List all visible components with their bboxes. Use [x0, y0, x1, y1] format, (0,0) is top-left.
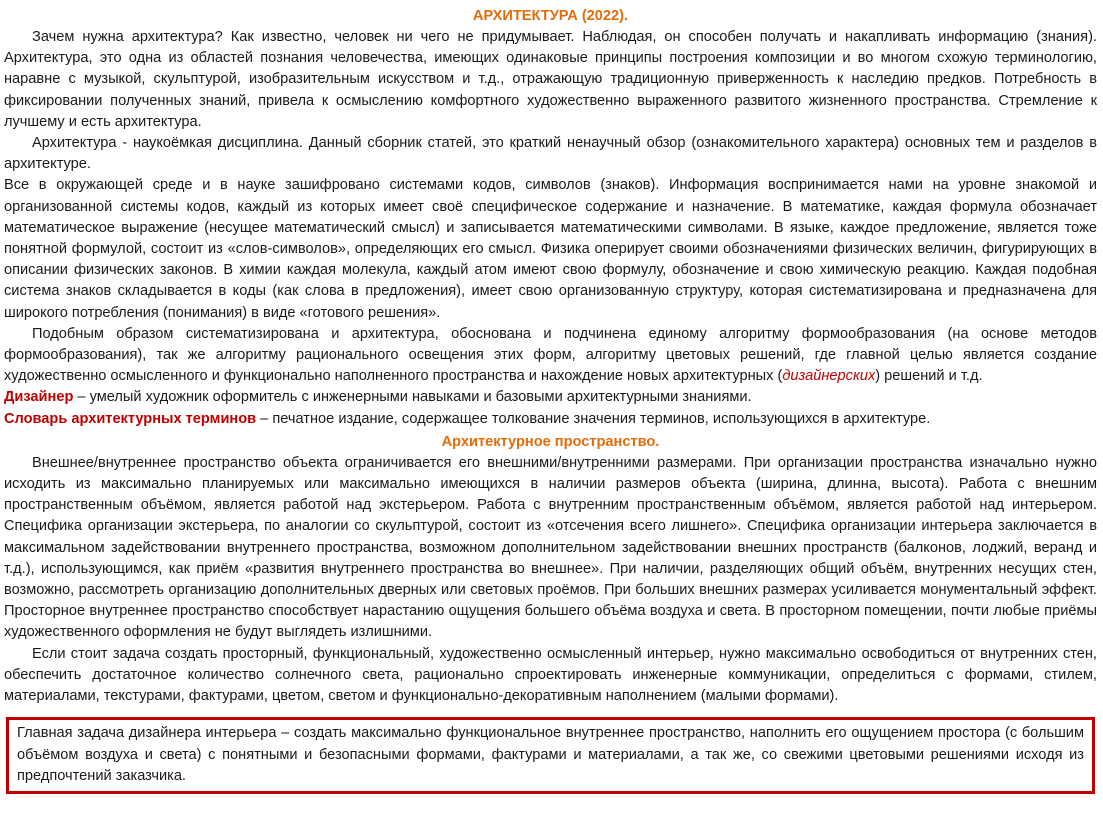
methods-paragraph [4, 324, 1097, 388]
definition-text: – умелый художник оформитель с инженерными навыками и базовыми архитектурными знаниями. [73, 389, 752, 406]
methods-highlight: дизайнерских [782, 368, 876, 385]
methods-text-before: Подобным образом систематизирована и архитектура, обоснована и подчинена единому алгоритму формообразования (на основе методов формообразования), так же алгоритму рационального освещения этих форм, алгоритму цветовых решений, где главной целью является создание художественно осмысленного и функционально наполненного пространства и нахождение новых архитектурных ( [4, 325, 1097, 385]
intro-paragraph-1: Зачем нужна архитектура? Как известно, человек ни чего не придумывает. Наблюдая, он способен получать и накапливать информацию (знания). Архитектура, это одна из областей познания человечества, имеющих одинаковые принципы построения композиции и во многом схожую терминологию, наравне с музыкой, скульптурой, изобразительным искусством и т.д., отражающую традиционную приверженность к наследию предков. Потребность в фиксировании полученных знаний, привела к осмыслению комфортного художественно выраженного развитого жизненного пространства. Стремление к лучшему и есть архитектура. [4, 29, 1097, 130]
methods-text-after: ) решений и т.д. [875, 368, 983, 385]
section-title: Архитектурное пространство. [441, 433, 660, 450]
definition-dictionary [4, 409, 1097, 430]
section-paragraph-1: Внешнее/внутреннее пространство объекта ограничивается его внешними/внутренними размерами. При организации пространства изначально нужно исходить из максимально планируемых или максимально имеющихся в наличии размеров объекта (ширина, длинна, высота). Работа с внешним пространственным объёмом, является работой над экстерьером. Работа с внутренним пространственным объёмом, является работой над интерьером. Специфика организации экстерьера, по аналогии со скульптурой, состоит из «отсечения всего лишнего». Специфика организации интерьера заключается в максимальном задействовании внутреннего пространства, возможном дополнительном задействовании внешних пространств (балконов, лоджий, веранд и т.д.), использующимся, как приём «развития внутреннего пространства во внешнее». При наличии, разделяющих общий объём, внутренних несущих стен, возможно, рассмотреть организацию дополнительных дверных или световых проёмов. При больших внешних размерах усиливается монументальный эффект. Просторное внутреннее пространство способствует нарастанию ощущения большего объёма воздуха и света. В просторном помещении, почти любые приёмы художественного оформления не будут выглядеть излишними. [4, 454, 1097, 641]
definition-designer [4, 387, 1097, 408]
intro-paragraph-3: Все в окружающей среде и в науке зашифровано системами кодов, символов (знаков). Информация воспринимается нами на уровне знакомой и организованной системы кодов, каждый из которых имеет своё специфическое содержание и назначение. В математике, каждая формула обозначает математическое выражение (несущее математический смысл) и записывается математическими символами. В языке, каждое предложение, является тоже понятной формулой, состоит из «слов-символов», определяющих его смысл. Физика оперирует своими обозначениями физических величин, фигурирующих в описании физических законов. В химии каждая молекула, каждый атом имеют свою формулу, обозначение и свою химическую реакцию. Каждая подобная система знаков складывается в коды (как слова в предложения), имеет свою организованную структуру, которая систематизирована и предназначена для широкого потребления (понимания) в виде «готового решения». [4, 177, 1097, 321]
key-task-callout: Главная задача дизайнера интерьера – создать максимально функциональное внутреннее пространство, наполнить его ощущением простора (с большим объёмом воздуха и света) с понятными и безопасными формами, фактурами и материалами, а так же, со свежими цветовыми решениями исходя из предпочтений заказчика. [6, 717, 1095, 794]
intro-paragraph-2: Архитектура - наукоёмкая дисциплина. Данный сборник статей, это краткий ненаучный обзор (ознакомительного характера) основных тем и разделов в архитектуре. [4, 135, 1097, 173]
definition-term: Словарь архитектурных терминов [4, 410, 257, 427]
definition-term: Дизайнер [4, 389, 74, 406]
definition-text: – печатное издание, содержащее толкование значения терминов, использующихся в архитектуре. [256, 410, 931, 427]
page-title: АРХИТЕКТУРА (2022). [472, 8, 629, 24]
section-paragraph-2: Если стоит задача создать просторный, функциональный, художественно осмысленный интерьер, нужно максимально освободиться от внутренних стен, обеспечить достаточное количество солнечного света, рационально спроектировать инженерные коммуникации, определиться с формами, стилем, материалами, текстурами, фактурами, цветом, светом и функционально-декоративным наполнением (малыми формами). [4, 645, 1097, 705]
